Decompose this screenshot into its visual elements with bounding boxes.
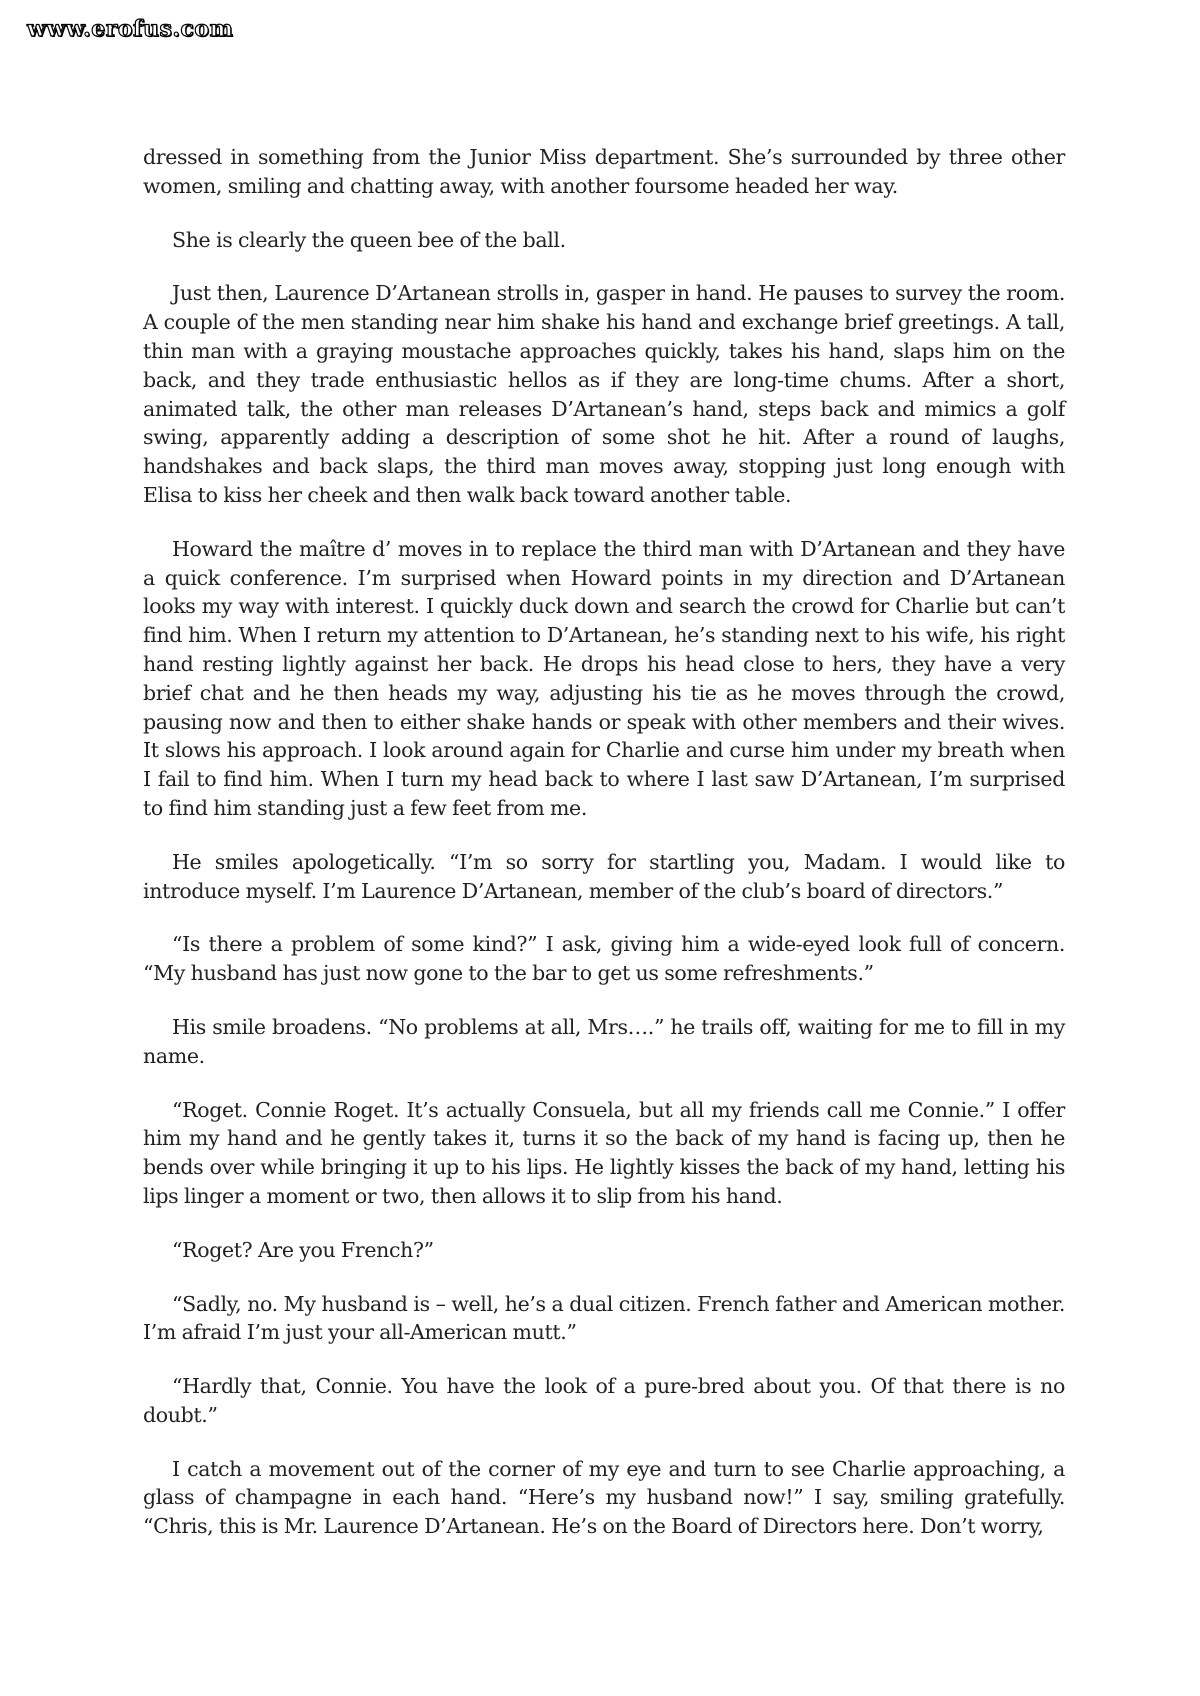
book-page <box>143 143 1065 1566</box>
paragraph: “Is there a problem of some kind?” I ask, giving him a wide-eyed look full of concern. “My husband has just now gone to the bar to get us some refreshments.” <box>143 932 1065 986</box>
paragraph: “Roget? Are you French?” <box>172 1237 434 1262</box>
paragraph: “Roget. Connie Roget. It’s actually Consuela, but all my friends call me Connie.” I offer him my hand and he gently takes it, turns it so the back of my hand is facing up, then he bends over while bringing it up to his lips. He lightly kisses the back of my hand, letting his lips linger a moment or two, then allows it to slip from his hand. <box>143 1097 1065 1208</box>
paragraph: dressed in something from the Junior Miss department. She’s surrounded by three other women, smiling and chatting away, with another foursome headed her way. <box>143 145 1065 198</box>
paragraph: I catch a movement out of the corner of my eye and turn to see Charlie approaching, a glass of champagne in each hand. “Here’s my husband now!” I say, smiling gratefully. “Chris, this is Mr. Laurence D’Artanean. He’s on the Board of Directors here. Don’t worry, <box>143 1456 1065 1539</box>
paragraph: He smiles apologetically. “I’m so sorry for startling you, Madam. I would like to introduce myself. I’m Laurence D’Artanean, member of the club’s board of directors.” <box>143 849 1065 903</box>
paragraph: “Sadly, no. My husband is – well, he’s a dual citizen. French father and American mother. I’m afraid I’m just your all-American mutt.” <box>143 1291 1065 1345</box>
paragraph: “Hardly that, Connie. You have the look of a pure-bred about you. Of that there is no doubt.” <box>143 1374 1065 1427</box>
watermark-text: www.erofus.com <box>27 16 234 42</box>
paragraph: Howard the maître d’ moves in to replace the third man with D’Artanean and they have a quick conference. I’m surprised when Howard points in my direction and D’Artanean looks my way with interest. I quickly duck down and search the crowd for Charlie but can’t find him. When I return my attention to D’Artanean, he’s standing next to his wife, his right hand resting lightly against her back. He drops his head close to hers, they have a very brief chat and he then heads my way, adjusting his tie as he moves through the crowd, pausing now and then to either shake hands or speak with other members and their wives. It slows his approach. I look around again for Charlie and curse him under my breath when I fail to find him. When I turn my head back to where I last saw D’Artanean, I’m surprised to find him standing just a few feet from me. <box>143 536 1065 820</box>
paragraph: His smile broadens. “No problems at all, Mrs….” he trails off, waiting for me to fill in my name. <box>143 1014 1065 1068</box>
paragraph: Just then, Laurence D’Artanean strolls in, gasper in hand. He pauses to survey the room. A couple of the men standing near him shake his hand and exchange brief greetings. A tall, thin man with a graying moustache approaches quickly, takes his hand, slaps him on the back, and they trade enthusiastic hellos as if they are long-time chums. After a short, animated talk, the other man releases D’Artanean’s hand, steps back and mimics a golf swing, apparently adding a description of some shot he hit. After a round of laughs, handshakes and back slaps, the third man moves away, stopping just long enough with Elisa to kiss her cheek and then walk back toward another table. <box>143 281 1065 507</box>
paragraph: She is clearly the queen bee of the ball. <box>172 227 566 252</box>
